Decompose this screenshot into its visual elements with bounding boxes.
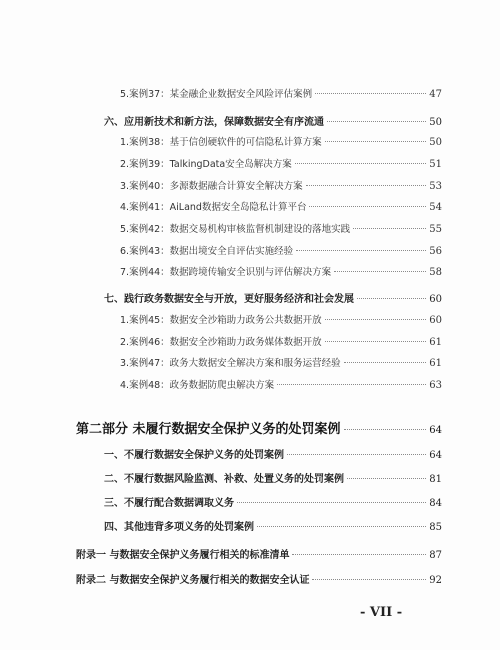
toc-entry-page: 54 — [429, 202, 442, 213]
toc-entry-label: 2.案例46：数据安全沙箱助力政务媒体数据开放 — [120, 337, 322, 348]
dot-leader — [357, 298, 426, 299]
toc-entry-page: 55 — [429, 224, 442, 235]
toc-entry-case-48[interactable] — [120, 377, 442, 391]
toc-entry-label: 3.案例40：多源数据融合计算安全解决方案 — [120, 181, 303, 192]
toc-entry-case-41[interactable] — [120, 199, 442, 213]
page-number: - VII - — [360, 605, 403, 620]
toc-entry-case-44[interactable] — [120, 264, 442, 278]
toc-entry-page: 50 — [429, 137, 442, 148]
toc-part2-section-4[interactable] — [104, 518, 442, 533]
toc-entry-case-47[interactable] — [120, 355, 442, 369]
toc-section-label: 六、应用新技术和新方法，保障数据安全有序流通 — [104, 117, 324, 128]
toc-entry-page: 51 — [429, 159, 442, 170]
toc-entry-case-37[interactable] — [120, 86, 442, 100]
toc-entry-case-46[interactable] — [120, 334, 442, 348]
toc-entry-page: 61 — [429, 337, 442, 348]
toc-entry-label: 5.案例37：某金融企业数据安全风险评估案例 — [120, 89, 313, 100]
dot-leader — [257, 526, 426, 527]
toc-appendix-1[interactable] — [76, 546, 442, 561]
toc-section-page: 84 — [429, 498, 442, 509]
toc-entry-label: 4.案例41：AiLand数据安全岛隐私计算平台 — [120, 202, 307, 213]
dot-leader — [353, 228, 426, 229]
toc-section-page: 81 — [429, 474, 442, 485]
toc-entry-case-39[interactable] — [120, 156, 442, 170]
toc-section-page: 60 — [429, 294, 442, 305]
toc-entry-label: 1.案例38：基于信创硬软件的可信隐私计算方案 — [120, 137, 322, 148]
toc-section-label: 三、不履行配合数据调取义务 — [104, 498, 234, 509]
dot-leader — [327, 121, 426, 122]
toc-entry-case-42[interactable] — [120, 221, 442, 235]
toc-part2-section-3[interactable] — [104, 494, 442, 509]
toc-part2-section-2[interactable] — [104, 470, 442, 485]
toc-entry-page: 61 — [429, 358, 442, 369]
dot-leader — [237, 502, 426, 503]
toc-section-page: 85 — [429, 522, 442, 533]
toc-appendix-page: 92 — [429, 575, 442, 586]
toc-entry-label: 3.案例47：政务大数据安全解决方案和服务运营经验 — [120, 358, 341, 369]
toc-entry-page: 47 — [429, 89, 442, 100]
dot-leader — [312, 579, 426, 580]
toc-entry-page: 53 — [429, 181, 442, 192]
dot-leader — [277, 384, 426, 385]
dot-leader — [334, 271, 426, 272]
toc-entry-label: 6.案例43：数据出境安全自评估实施经验 — [120, 246, 294, 257]
toc-appendix-page: 87 — [429, 550, 442, 561]
toc-entry-label: 5.案例42：数据交易机构审核监督机制建设的落地实践 — [120, 224, 351, 235]
toc-part-label: 第二部分 未履行数据安全保护义务的处罚案例 — [76, 422, 341, 437]
toc-entry-page: 56 — [429, 246, 442, 257]
toc-appendix-2[interactable] — [76, 571, 442, 586]
dot-leader — [296, 250, 426, 251]
toc-section-label: 七、践行政务数据安全与开放，更好服务经济和社会发展 — [104, 294, 354, 305]
dot-leader — [325, 141, 427, 142]
toc-entry-case-40[interactable] — [120, 178, 442, 192]
toc-entry-label: 2.案例39：TalkingData安全岛解决方案 — [120, 159, 292, 170]
dot-leader — [309, 206, 426, 207]
dot-leader — [347, 478, 426, 479]
toc-section-6[interactable] — [104, 113, 442, 128]
toc-appendix-label: 附录一 与数据安全保护义务履行相关的标准清单 — [76, 550, 290, 561]
toc-part-2[interactable] — [76, 418, 442, 437]
toc-section-label: 二、不履行数据风险监测、补救、处置义务的处罚案例 — [104, 474, 344, 485]
toc-section-page: 64 — [429, 450, 442, 461]
toc-entry-case-38[interactable] — [120, 134, 442, 148]
toc-entry-page: 58 — [429, 267, 442, 278]
dot-leader — [315, 93, 426, 94]
toc-entry-case-43[interactable] — [120, 243, 442, 257]
toc-appendix-label: 附录二 与数据安全保护义务履行相关的数据安全认证 — [76, 575, 310, 586]
toc-section-page: 50 — [429, 117, 442, 128]
dot-leader — [295, 163, 427, 164]
toc-section-7[interactable] — [104, 290, 442, 305]
toc-section-label: 一、不履行数据安全保护义务的处罚案例 — [104, 450, 284, 461]
dot-leader — [292, 554, 426, 555]
dot-leader — [306, 185, 427, 186]
toc-part-page: 64 — [429, 425, 442, 436]
dot-leader — [344, 362, 427, 363]
dot-leader — [287, 454, 426, 455]
toc-entry-page: 60 — [429, 315, 442, 326]
toc-entry-case-45[interactable] — [120, 312, 442, 326]
toc-entry-page: 63 — [429, 380, 442, 391]
toc-entry-label: 7.案例44：数据跨境传输安全识别与评估解决方案 — [120, 267, 332, 278]
toc-section-label: 四、其他违背多项义务的处罚案例 — [104, 522, 254, 533]
dot-leader — [325, 319, 427, 320]
dot-leader — [344, 429, 427, 430]
toc-entry-label: 4.案例48：政务数据防爬虫解决方案 — [120, 380, 275, 391]
dot-leader — [325, 341, 427, 342]
toc-entry-label: 1.案例45：数据安全沙箱助力政务公共数据开放 — [120, 315, 322, 326]
toc-part2-section-1[interactable] — [104, 446, 442, 461]
